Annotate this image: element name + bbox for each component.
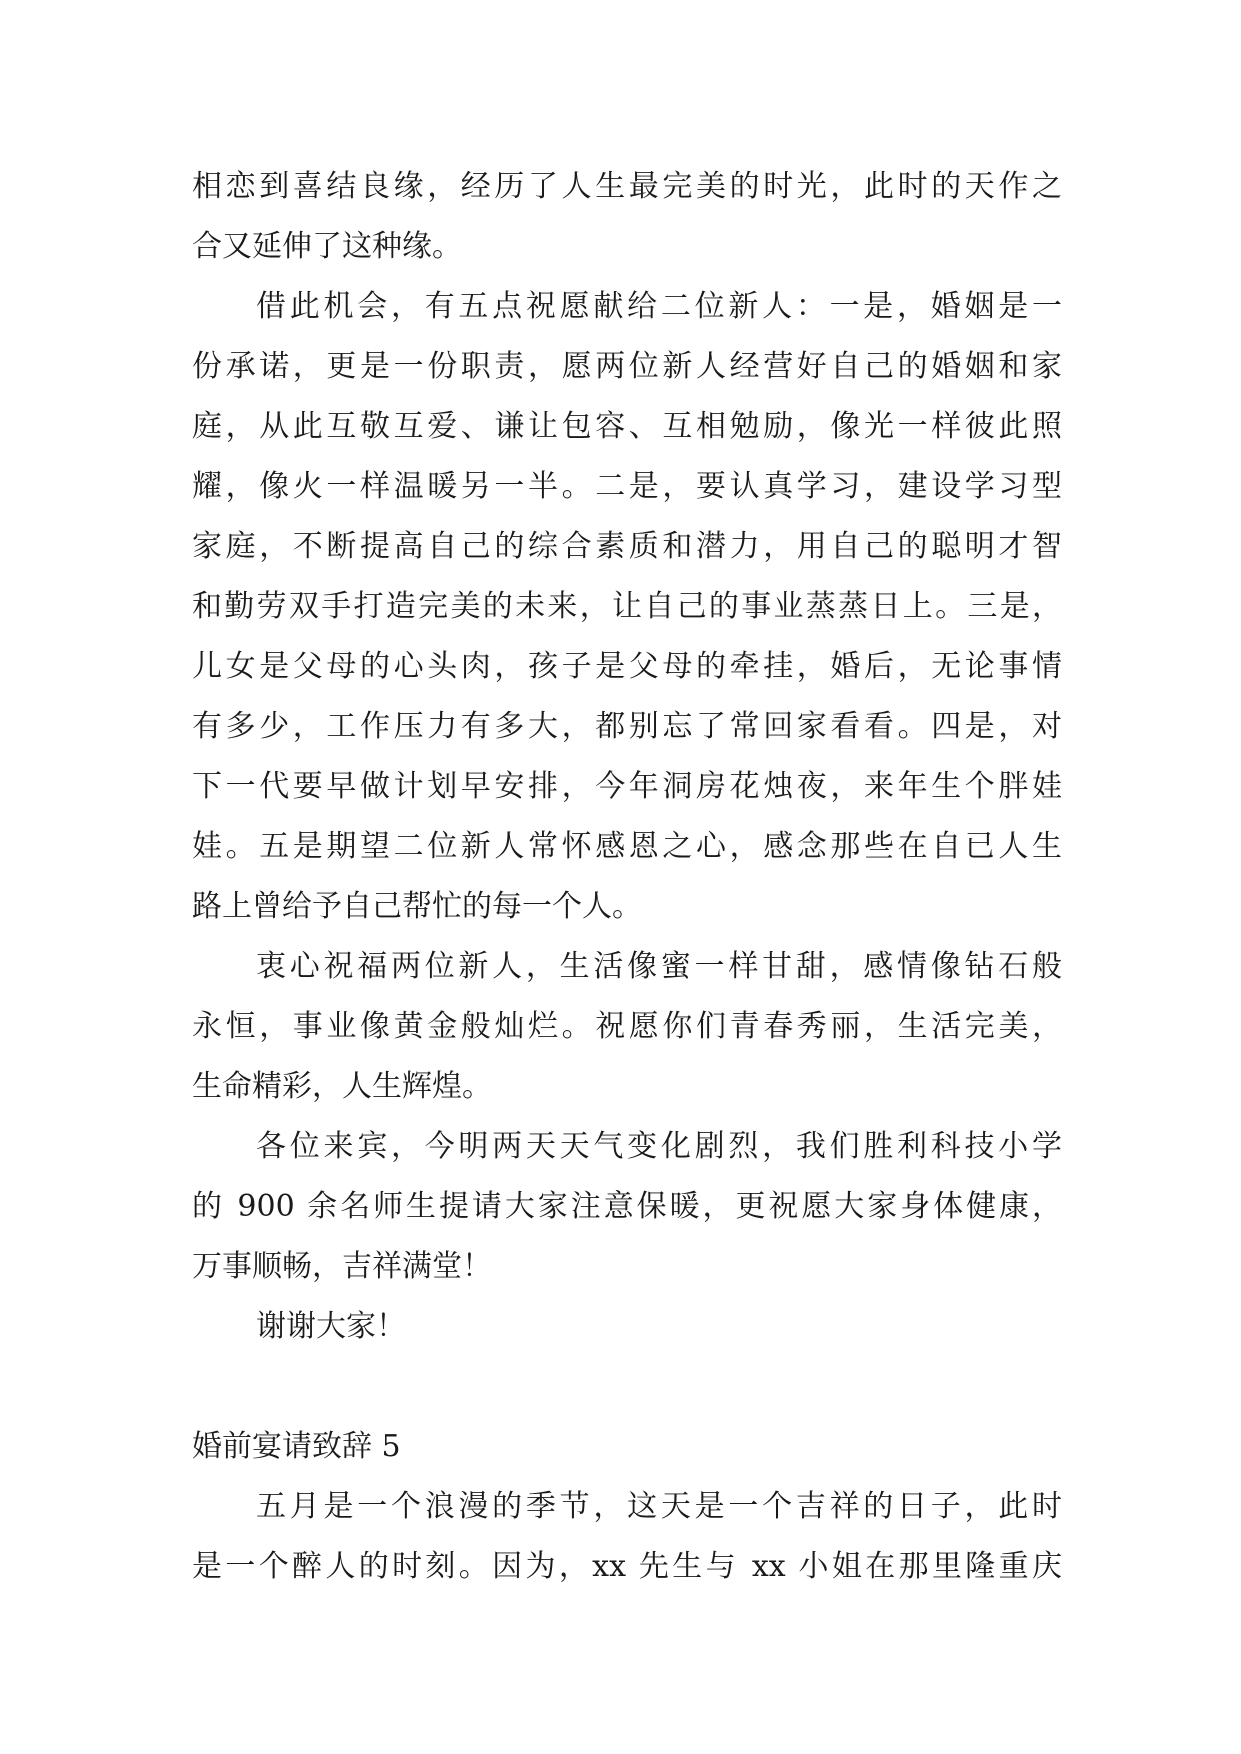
text-line: 有多少，工作压力有多大，都别忘了常回家看看。四是，对 xyxy=(192,709,1062,744)
text-line: 是一个醉人的时刻。因为，xx 先生与 xx 小姐在那里隆重庆 xyxy=(192,1549,1062,1584)
text-line: 家庭，不断提高自己的综合素质和潜力，用自己的聪明才智 xyxy=(192,529,1062,564)
text-line: 庭，从此互敬互爱、谦让包容、互相勉励，像光一样彼此照 xyxy=(192,409,1062,444)
document-body xyxy=(192,157,1062,1597)
text-line: 谢谢大家！ xyxy=(256,1309,406,1344)
paragraph xyxy=(192,277,1062,937)
text-line: 借此机会，有五点祝愿献给二位新人：一是，婚姻是一 xyxy=(256,289,1062,324)
text-line: 衷心祝福两位新人，生活像蜜一样甘甜，感情像钻石般 xyxy=(256,949,1062,984)
text-line: 份承诺，更是一份职责，愿两位新人经营好自己的婚姻和家 xyxy=(192,349,1062,384)
text-line: 娃。五是期望二位新人常怀感恩之心，感念那些在自已人生 xyxy=(192,829,1062,864)
text-line: 相恋到喜结良缘，经历了人生最完美的时光，此时的天作之 xyxy=(192,169,1062,204)
paragraph xyxy=(192,937,1062,1117)
text-line: 和勤劳双手打造完美的未来，让自己的事业蒸蒸日上。三是， xyxy=(192,589,1062,624)
text-line: 下一代要早做计划早安排，今年洞房花烛夜，来年生个胖娃 xyxy=(192,769,1062,804)
text-line: 五月是一个浪漫的季节，这天是一个吉祥的日子，此时 xyxy=(256,1489,1062,1524)
text-line: 生命精彩，人生辉煌。 xyxy=(192,1069,492,1104)
text-line: 路上曾给予自己帮忙的每一个人。 xyxy=(192,889,642,924)
text-line: 各位来宾，今明两天天气变化剧烈，我们胜利科技小学 xyxy=(256,1129,1062,1164)
text-line: 的 900 余名师生提请大家注意保暖，更祝愿大家身体健康， xyxy=(192,1189,1062,1224)
section-heading: 婚前宴请致辞 5 xyxy=(192,1429,401,1464)
paragraph xyxy=(192,1477,1062,1597)
text-line: 永恒，事业像黄金般灿烂。祝愿你们青春秀丽，生活完美， xyxy=(192,1009,1062,1044)
text-line: 儿女是父母的心头肉，孩子是父母的牵挂，婚后，无论事情 xyxy=(192,649,1062,684)
paragraph xyxy=(192,1117,1062,1297)
text-line: 合又延伸了这种缘。 xyxy=(192,229,462,264)
text-line: 耀，像火一样温暖另一半。二是，要认真学习，建设学习型 xyxy=(192,469,1062,504)
section-spacer xyxy=(192,1357,1062,1417)
text-line: 万事顺畅，吉祥满堂！ xyxy=(192,1249,492,1284)
paragraph xyxy=(192,157,1062,277)
paragraph xyxy=(192,1297,1062,1357)
